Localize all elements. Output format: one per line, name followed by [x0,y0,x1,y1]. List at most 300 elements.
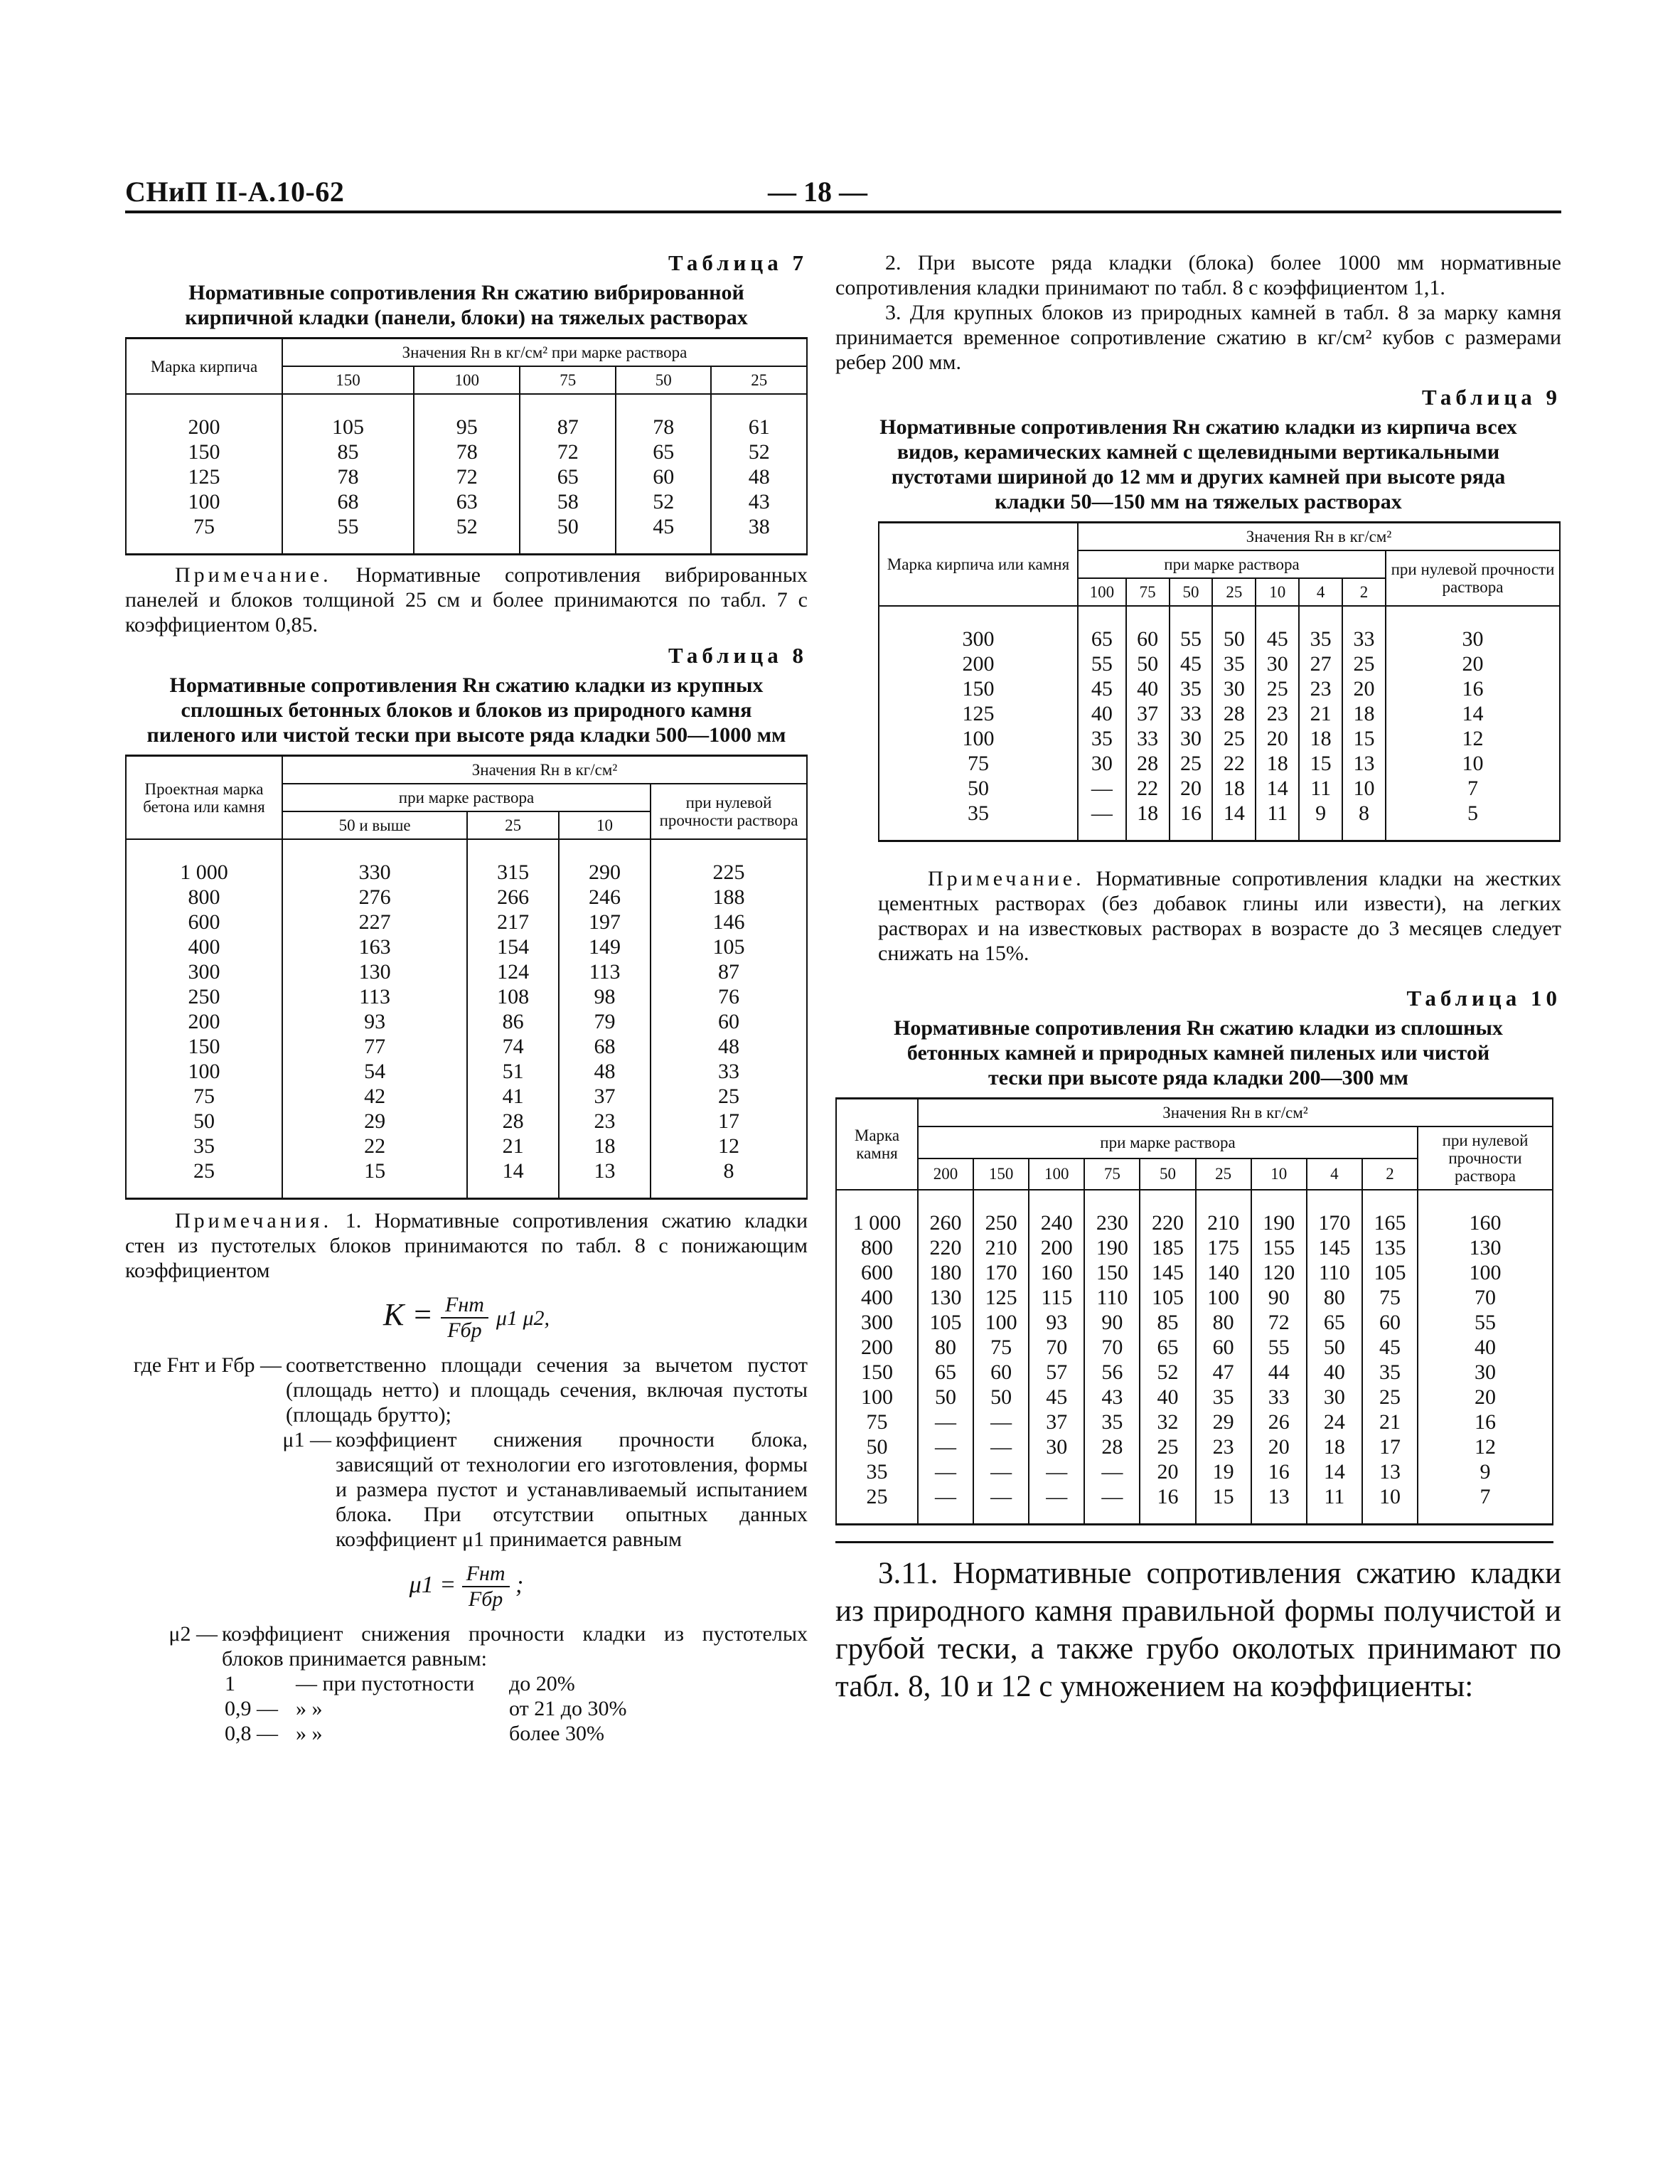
row-label: 100 [126,1059,282,1084]
table-cell: 45 [1256,606,1299,651]
section-rule [835,1541,1553,1543]
table-cell: — [1084,1459,1140,1484]
table7-note-label: Примечание. [175,563,332,587]
table-cell: 77 [282,1034,467,1059]
table-cell: 124 [467,959,559,984]
porosity-row [225,1696,808,1721]
row-label: 300 [836,1310,918,1335]
table-cell: 8 [1342,801,1386,841]
table-cell: 48 [559,1059,651,1084]
header-rule [125,211,1561,213]
table-cell: 65 [616,440,711,464]
table-cell: 78 [414,440,520,464]
table-cell: 29 [282,1109,467,1134]
table-cell: 85 [1140,1310,1195,1335]
table-cell: 145 [1140,1260,1195,1285]
table-cell: 10 [1342,776,1386,801]
table-cell: 113 [559,959,651,984]
table-cell: 40 [1418,1335,1553,1360]
table-cell: — [918,1459,973,1484]
table-cell: 10 [1386,751,1560,776]
table-row [879,701,1560,726]
table-cell: 246 [559,885,651,910]
table-cell: 30 [1078,751,1126,776]
table-row [836,1484,1553,1525]
table-cell: 7 [1418,1484,1553,1525]
table-cell: 58 [520,489,615,514]
table-cell: 8 [651,1158,807,1199]
table-cell: 43 [711,489,807,514]
table-cell: 15 [1196,1484,1251,1525]
table-cell: 200 [1029,1235,1084,1260]
table-cell: 18 [1256,751,1299,776]
table-cell: 16 [1386,676,1560,701]
porosity-row [225,1671,808,1696]
table-cell: 11 [1299,776,1342,801]
table-cell: 11 [1256,801,1299,841]
table-cell: 98 [559,984,651,1009]
table-cell: 54 [282,1059,467,1084]
table-cell: 45 [1078,676,1126,701]
table10-col-header: 50 [1140,1158,1195,1190]
table10-col-header: 2 [1362,1158,1418,1190]
table-cell: 110 [1307,1260,1362,1285]
table-cell: 227 [282,910,467,934]
table-cell: 18 [1126,801,1170,841]
table-cell: 19 [1196,1459,1251,1484]
table-cell: 25 [1342,651,1386,676]
table-cell: 14 [467,1158,559,1199]
row-label: 100 [879,726,1078,751]
table-cell: 170 [1307,1190,1362,1235]
table-cell: 72 [414,464,520,489]
table-cell: 86 [467,1009,559,1034]
row-label: 250 [126,984,282,1009]
table8 [125,755,808,1200]
table-cell: 18 [1307,1434,1362,1459]
table-cell: 11 [1307,1484,1362,1525]
table-cell: 20 [1140,1459,1195,1484]
table-cell: 42 [282,1084,467,1109]
row-label: 150 [836,1360,918,1385]
table-cell: 9 [1418,1459,1553,1484]
table-cell: 43 [1084,1385,1140,1410]
table-row [836,1285,1553,1310]
table9-title: Нормативные сопротивления Rн сжатию кладки из кирпича всех видов, керамических камней с щелевидными вертикальными пустотами шириной до 12 мм и других камней при высоте ряда кладки 50—150 мм на тяжелых растворах [879,415,1517,513]
table9-note-label: Примечание. [928,867,1085,890]
table7-col-group: Значения Rн в кг/см² при марке раствора [282,339,807,367]
table-row [879,676,1560,701]
porosity-cell: до 20% [509,1672,575,1695]
table-cell: 12 [1386,726,1560,751]
table-row [126,1084,807,1109]
table-cell: 41 [467,1084,559,1109]
table9-col-header: 100 [1078,578,1126,606]
table-cell: 60 [616,464,711,489]
table-cell: 57 [1029,1360,1084,1385]
definition-term: μ2 — [168,1622,218,1646]
table-cell: 50 [973,1385,1029,1410]
table-cell: 24 [1307,1410,1362,1434]
table-cell: 65 [1078,606,1126,651]
table9-col-header: 2 [1342,578,1386,606]
definition-term: μ1 — [282,1428,331,1451]
table-cell: 60 [1196,1335,1251,1360]
table7-col-header: 100 [414,366,520,394]
table-cell: 21 [1362,1410,1418,1434]
table-cell: 25 [1140,1434,1195,1459]
table-cell: — [1084,1484,1140,1525]
table8-col-header: 50 и выше [282,811,467,839]
table-cell: — [918,1410,973,1434]
row-label: 150 [126,1034,282,1059]
table-row [126,464,807,489]
table-cell: 33 [1251,1385,1307,1410]
table7-col-header: 50 [616,366,711,394]
table-cell: 220 [1140,1190,1195,1235]
table-cell: 48 [711,464,807,489]
table-cell: 33 [1170,701,1213,726]
table-cell: 80 [1196,1310,1251,1335]
table-cell: 65 [918,1360,973,1385]
table-cell: 21 [1299,701,1342,726]
definitions-list [125,1353,808,1552]
table-row [126,1109,807,1134]
table-cell: 18 [1299,726,1342,751]
row-label: 150 [879,676,1078,701]
table-cell: 240 [1029,1190,1084,1235]
table-cell: 13 [1362,1459,1418,1484]
table8-note1 [125,1208,808,1283]
table-cell: 125 [973,1285,1029,1310]
table10 [835,1097,1553,1525]
row-label: 35 [836,1459,918,1484]
row-label: 25 [836,1484,918,1525]
table-cell: 23 [559,1109,651,1134]
formula-k-lhs: K = [382,1297,434,1333]
table-cell: 160 [1418,1190,1553,1235]
table-cell: 52 [711,440,807,464]
definition-text: соответственно площади сечения за вычетом пустот (площадь нетто) и площадь сечения, включая пустоты (площадь брутто); [286,1353,808,1427]
table-cell: 276 [282,885,467,910]
row-label: 25 [126,1158,282,1199]
table-row [126,934,807,959]
table-row [836,1235,1553,1260]
definition-f [125,1353,808,1427]
table-cell: 190 [1084,1235,1140,1260]
table-row [836,1260,1553,1285]
table-row [879,801,1560,841]
page-number: — 18 — [768,176,867,208]
table-cell: 87 [520,394,615,440]
definition-mu2-row [125,1621,808,1671]
table-cell: 18 [559,1134,651,1158]
row-label: 600 [126,910,282,934]
table-cell: 22 [1212,751,1256,776]
table-cell: 33 [1342,606,1386,651]
table7-row-header: Марка кирпича [126,339,282,395]
table-cell: 33 [651,1059,807,1084]
table-cell: 230 [1084,1190,1140,1235]
table-cell: 60 [651,1009,807,1034]
table-cell: 33 [1126,726,1170,751]
table-cell: 12 [651,1134,807,1158]
table-row [879,776,1560,801]
table-cell: 22 [1126,776,1170,801]
formula-mu1-numerator: Fнт [462,1562,510,1587]
table-cell: 55 [1251,1335,1307,1360]
table-row [836,1310,1553,1335]
table10-col-header: 200 [918,1158,973,1190]
table-cell: 44 [1251,1360,1307,1385]
porosity-cell: 1 [225,1672,235,1695]
table-cell: 266 [467,885,559,910]
porosity-cell: более 30% [509,1722,604,1745]
table-cell: 52 [1140,1360,1195,1385]
table-cell: 50 [1212,606,1256,651]
table-cell: 23 [1256,701,1299,726]
definition-mu2 [125,1621,808,1671]
table-cell: 48 [651,1034,807,1059]
table-cell: 75 [973,1335,1029,1360]
table-cell: 17 [651,1109,807,1134]
table-cell: 220 [918,1235,973,1260]
table-cell: 50 [1126,651,1170,676]
table-cell: 27 [1299,651,1342,676]
table-cell: 160 [1029,1260,1084,1285]
table9-col-header: 50 [1170,578,1213,606]
table-cell: 210 [973,1235,1029,1260]
row-label: 125 [126,464,282,489]
paragraph-2: 2. При высоте ряда кладки (блока) более 1000 мм нормативные сопротивления кладки принимают по табл. 8 с коэффициентом 1,1. [835,251,1561,299]
table-cell: 163 [282,934,467,959]
table8-notes-label: Примечания. [175,1209,333,1232]
table-cell: 113 [282,984,467,1009]
table-cell: 197 [559,910,651,934]
table-cell: 20 [1170,776,1213,801]
table7-note-text: Нормативные сопротивления вибрированных панелей и блоков толщиной 25 см и более принимаются по табл. 7 с коэффициентом 0,85. [125,563,808,636]
table-cell: 63 [414,489,520,514]
paragraph-3: 3. Для крупных блоков из природных камней в табл. 8 за марку камня принимается временное сопротивление сжатию в кг/см² кубов с размерами ребер 200 мм. [835,301,1561,374]
table9-label: Таблица 9 [1422,385,1561,410]
table-cell: 14 [1386,701,1560,726]
table-cell: 105 [651,934,807,959]
row-label: 300 [126,959,282,984]
table9 [878,521,1561,842]
table-cell: 80 [918,1335,973,1360]
table9-col-header: 10 [1256,578,1299,606]
table-cell: 75 [1362,1285,1418,1310]
table-cell: 55 [1078,651,1126,676]
table-cell: 290 [559,839,651,885]
definition-text: коэффициент снижения прочности блока, зависящий от технологии его изготовления, формы и размера пустот и устанавливаемый испытанием блока. При отсутствии опытных данных коэффициент μ1 принимается равным [336,1428,808,1551]
table-cell: 16 [1251,1459,1307,1484]
table-cell: 105 [1140,1285,1195,1310]
table-cell: 18 [1212,776,1256,801]
table-row [836,1459,1553,1484]
table-cell: 40 [1126,676,1170,701]
table-cell: 25 [1256,676,1299,701]
table-cell: 100 [1196,1285,1251,1310]
table-cell: 52 [414,514,520,555]
table-cell: 35 [1212,651,1256,676]
formula-mu1-rest: ; [515,1571,524,1598]
table-cell: 50 [918,1385,973,1410]
table-cell: 45 [1029,1385,1084,1410]
table-cell: — [1029,1459,1084,1484]
table-cell: 35 [1362,1360,1418,1385]
table-cell: 180 [918,1260,973,1285]
table-cell: 65 [1307,1310,1362,1335]
left-column [125,250,808,1746]
row-label: 200 [126,394,282,440]
table-cell: 70 [1029,1335,1084,1360]
table-cell: 30 [1386,606,1560,651]
table8-label: Таблица 8 [668,643,808,668]
table-row [126,1009,807,1034]
table-cell: 28 [467,1109,559,1134]
table-cell: — [1078,776,1126,801]
table9-col-header: 75 [1126,578,1170,606]
table-row [126,1134,807,1158]
table-cell: 50 [1307,1335,1362,1360]
table-row [879,726,1560,751]
formula-mu1-fraction [462,1562,510,1612]
table7-col-header: 150 [282,366,414,394]
table-cell: 28 [1212,701,1256,726]
formula-k-numerator: Fнт [441,1293,488,1319]
row-label: 35 [879,801,1078,841]
table-cell: 30 [1307,1385,1362,1410]
table-cell: 20 [1418,1385,1553,1410]
section-3-11: 3.11. Нормативные сопротивления сжатию кладки из природного камня правильной формы получистой и грубой тески, а также грубо околотых принимают по табл. 8, 10 и 12 с умножением на коэффициенты: [835,1557,1561,1703]
table7-col-header: 75 [520,366,615,394]
table10-col-header: 4 [1307,1158,1362,1190]
table-cell: 25 [1170,751,1213,776]
table-row [126,1059,807,1084]
table-row [126,839,807,885]
table-cell: 95 [414,394,520,440]
table-cell: 105 [282,394,414,440]
table-cell: 55 [1170,606,1213,651]
table-cell: 28 [1126,751,1170,776]
table-row [836,1335,1553,1360]
row-label: 50 [126,1109,282,1134]
table-cell: 52 [616,489,711,514]
table-cell: 60 [1126,606,1170,651]
table8-col-header: 10 [559,811,651,839]
table7-col-header: 25 [711,366,807,394]
porosity-cell: от 21 до 30% [509,1697,627,1720]
table-cell: 250 [973,1190,1029,1235]
row-label: 125 [879,701,1078,726]
table-row [879,651,1560,676]
table8-col-subgroup: при марке раствора [282,784,651,811]
formula-k [125,1293,808,1343]
table-cell: 9 [1299,801,1342,841]
table-cell: 18 [1342,701,1386,726]
table-cell: 70 [1418,1285,1553,1310]
table-row [126,394,807,440]
formula-mu1-denominator: Fбр [468,1587,503,1611]
table-cell: — [918,1434,973,1459]
table-cell: 26 [1251,1410,1307,1434]
formula-mu1 [125,1562,808,1612]
table-cell: 78 [616,394,711,440]
table10-col-zero: при нулевой прочности раствора [1418,1126,1553,1190]
table10-col-header: 25 [1196,1158,1251,1190]
table9-col-group: Значения Rн в кг/см² [1078,523,1560,551]
table-cell: 13 [1342,751,1386,776]
table10-col-group: Значения Rн в кг/см² [918,1099,1553,1127]
table-cell: 20 [1251,1434,1307,1459]
table-cell: 51 [467,1059,559,1084]
table-cell: 80 [1307,1285,1362,1310]
table-cell: — [918,1484,973,1525]
definition-term: где Fнт и Fбр — [133,1353,282,1377]
row-label: 400 [126,934,282,959]
table-cell: 78 [282,464,414,489]
row-label: 75 [126,514,282,555]
table-cell: 90 [1084,1310,1140,1335]
table-cell: 155 [1251,1235,1307,1260]
table-cell: 16 [1170,801,1213,841]
table-cell: 225 [651,839,807,885]
document-code: СНиП II-А.10-62 [125,176,345,208]
right-column [835,250,1561,1705]
table-cell: 28 [1084,1434,1140,1459]
table-cell: 56 [1084,1360,1140,1385]
table10-col-header: 75 [1084,1158,1140,1190]
table8-row-header: Проектная марка бетона или камня [126,756,282,840]
porosity-cell: 0,9 — [225,1697,278,1720]
table-cell: 93 [1029,1310,1084,1335]
table-cell: 23 [1196,1434,1251,1459]
table-cell: 108 [467,984,559,1009]
table-cell: 23 [1299,676,1342,701]
table-cell: 37 [1029,1410,1084,1434]
table-cell: 45 [616,514,711,555]
row-label: 200 [126,1009,282,1034]
table-cell: 210 [1196,1190,1251,1235]
table-cell: 72 [1251,1310,1307,1335]
table-cell: — [1078,801,1126,841]
table-cell: 14 [1256,776,1299,801]
table-cell: 35 [1299,606,1342,651]
table-cell: 217 [467,910,559,934]
table-cell: 175 [1196,1235,1251,1260]
table-cell: 17 [1362,1434,1418,1459]
row-label: 100 [836,1385,918,1410]
table-cell: 188 [651,885,807,910]
table-cell: 120 [1251,1260,1307,1285]
table-row [836,1360,1553,1385]
table-cell: 90 [1251,1285,1307,1310]
table-cell: 61 [711,394,807,440]
table-cell: 35 [1170,676,1213,701]
table-cell: 40 [1307,1360,1362,1385]
row-label: 50 [836,1434,918,1459]
table-cell: 37 [559,1084,651,1109]
table10-col-subgroup: при марке раствора [918,1126,1418,1158]
row-label: 75 [879,751,1078,776]
table-cell: 68 [559,1034,651,1059]
table9-col-subgroup: при марке раствора [1078,550,1386,578]
table-cell: — [973,1459,1029,1484]
table-cell: 47 [1196,1360,1251,1385]
table-cell: 149 [559,934,651,959]
table-cell: 13 [559,1158,651,1199]
